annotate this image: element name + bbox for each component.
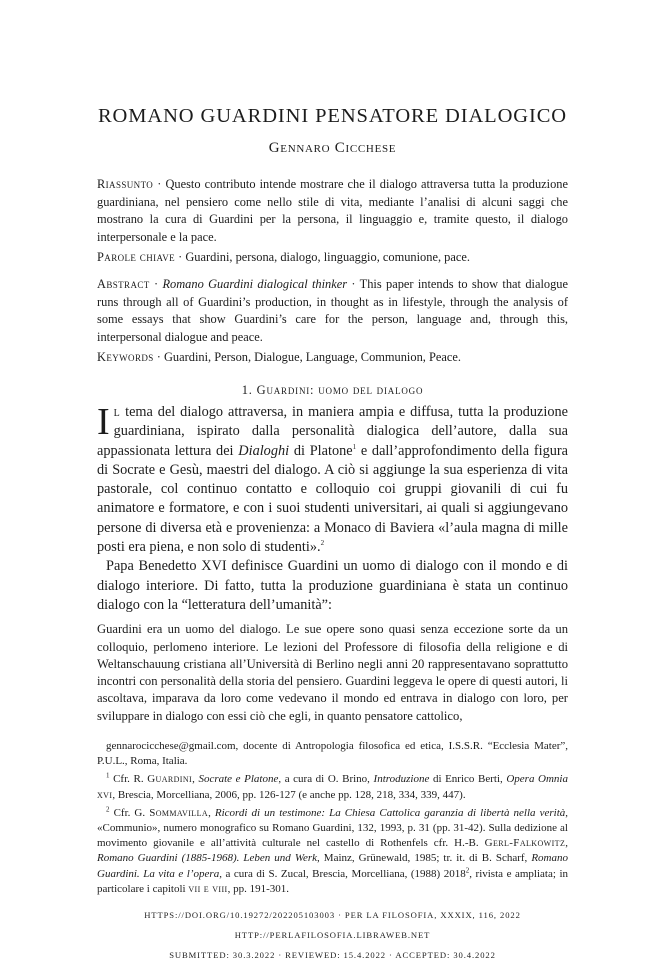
author-name: Gennaro Cicchese xyxy=(268,140,397,156)
parole-chiave-text: Guardini, persona, dialogo, linguaggio, comunione, pace. xyxy=(185,250,470,265)
keywords-label: Keywords xyxy=(97,350,154,365)
journal-url[interactable]: HTTP://PERLAFILOSOFIA.LIBRAWEB.NET xyxy=(234,930,431,941)
footnote-ref-2[interactable]: 2 xyxy=(320,539,325,548)
block-quote: Guardini era un uomo del dialogo. Le sue opere sono quasi senza eccezione sorte da un colloquio, perlomeno interiore. Le lezioni del Professore di filosofia della religione e di Weltanschauung cristiana all’Università di Berlino negli anni 20 rappresentavano soprattutto incontri con personalità della storia del pensiero. Guardini leggeva le opere di questi autori, li ascoltava, imparava da loro come vedevano il mondo ed entrava in dialogo con loro, per sviluppare in dialogo con essi ciò che egli, in quanto pensatore cattolico, xyxy=(97,622,568,723)
footnotes xyxy=(97,739,568,897)
section-heading: 1. Guardini: uomo del dialogo xyxy=(241,382,424,397)
parole-chiave-label: Parole chiave xyxy=(97,250,176,265)
body-paragraph-2: Papa Benedetto XVI definisce Guardini un uomo di dialogo con il mondo e di dialogo interiore. Di fatto, tutta la produzione guardiniana è stata un continuo dialogo con la “letteratura dell’umanità”: xyxy=(97,558,568,613)
author-affiliation: gennarocicchese@gmail.com, docente di Antropologia filosofica ed etica, I.S.S.R. “Ecclesia Mater”, P.U.L., Roma, Italia. xyxy=(97,739,568,768)
body-text xyxy=(97,400,569,615)
riassunto-paragraph: Riassunto · Questo contributo intende mostrare che il dialogo attraversa tutta la produzione guardiniana, nel pensiero come nello stile di vita, mediante l’analisi di alcuni saggi che mostrano la cura di Guardini per la persona, il linguaggio e, tramite questo, il dialogo interpersonale e la pace. xyxy=(97,177,568,244)
article-title: ROMANO GUARDINI PENSATORE DIALOGICO xyxy=(97,105,568,127)
keywords-paragraph: Keywords · Guardini, Person, Dialogue, Language, Communion, Peace. xyxy=(97,350,461,365)
footnote-1: $^1$ Cfr. R. Guardini, Socrate e Platone, a cura di O. Brino, Introduzione di Enrico Berti, Opera Omnia xvi, Brescia, Morcelliana, 2006, pp. 126-127 (e anche pp. 128, 218, 334, 339, 447). xyxy=(97,771,568,801)
riassunto-text: Questo contributo intende mostrare che il dialogo attraversa tutta la produzione guardiniana, nel pensiero come nello stile di vita, mediante l’analisi di alcuni saggi che mostrano la cura di Guardini per la persona, il linguaggio e, tramite questo, il dialogo interpersonale e la pace. xyxy=(97,177,568,244)
parole-chiave-paragraph: Parole chiave · Guardini, persona, dialogo, linguaggio, comunione, pace. xyxy=(97,250,470,265)
abstract-paragraph: Abstract · Romano Guardini dialogical thinker · This paper intends to show that dialogue runs through all of Guardini’s production, in thought as in lifestyle, through the analysis of some essays that show Guardini’s care for the person, language and, through this, interpersonal dialogue and peace. xyxy=(97,276,568,344)
abstract-block xyxy=(97,176,568,367)
abstract-label: Abstract xyxy=(97,276,150,291)
footnote-2: $^2$ Cfr. G. Sommavilla, Ricordi di un testimone: La Chiesa Cattolica garanzia di libertà nella verità, «Communio», numero monografico su Romano Guardini, 132, 1993, p. 31 (pp. 31-42). Sulla dedizione al movimento giovanile e all’attività culturale nel castello di Rothenfels cfr. H.-B. Gerl-Falkowitz, Romano Guardini (1885-1968). Leben und Werk, Mainz, Grünewald, 1985; tr. it. di B. Scharf, Romano Guardini. La vita e l’opera, a cura di S. Zucal, Brescia, Morcelliana, (1988) 2018$^2$, rivista e ampliata; in particolare i capitoli vii e viii, pp. 191-301. xyxy=(97,805,569,895)
publication-info xyxy=(97,905,568,965)
abstract-text: This paper intends to show that dialogue runs through all of Guardini’s production, in thought as in lifestyle, through the analysis of some essays that show Guardini’s care for the person, language and, through this, interpersonal dialogue and peace. xyxy=(97,276,568,344)
riassunto-label: Riassunto xyxy=(97,177,154,191)
body-paragraph-1: Il tema del dialogo attraversa, in maniera ampia e diffusa, tutta la produzione guardiniana, ispirato dalla personalità dialogica dell’autore, dalla sua appassionata lettura dei Dialoghi di Platone$^1$ e dall’approfondimento della figura di Socrate e Gesù, maestri del dialogo. A ciò si aggiunge la sua esperienza di vita pastorale, col continuo contatto e colloquio coi gruppi giovanili di cui fu animatore e formatore, e con i suoi studenti universitari, ai quali si aggiungevano persone di diversa età e provenienza: a Monaco di Baviera «l’aula magna di mille posti era piena, e non solo di studenti».$^2$ xyxy=(97,400,569,556)
footnote-ref-1[interactable]: 1 xyxy=(352,442,357,451)
review-dates: SUBMITTED: 30.3.2022 · REVIEWED: 15.4.2022 · ACCEPTED: 30.4.2022 xyxy=(169,950,496,961)
drop-cap: I xyxy=(97,400,110,443)
doi-line[interactable]: HTTPS://DOI.ORG/10.19272/202205103003 · PER LA FILOSOFIA, XXXIX, 116, 2022 xyxy=(144,910,521,921)
abstract-title: Romano Guardini dialogical thinker xyxy=(162,276,348,291)
keywords-text: Guardini, Person, Dialogue, Language, Communion, Peace. xyxy=(163,350,461,365)
